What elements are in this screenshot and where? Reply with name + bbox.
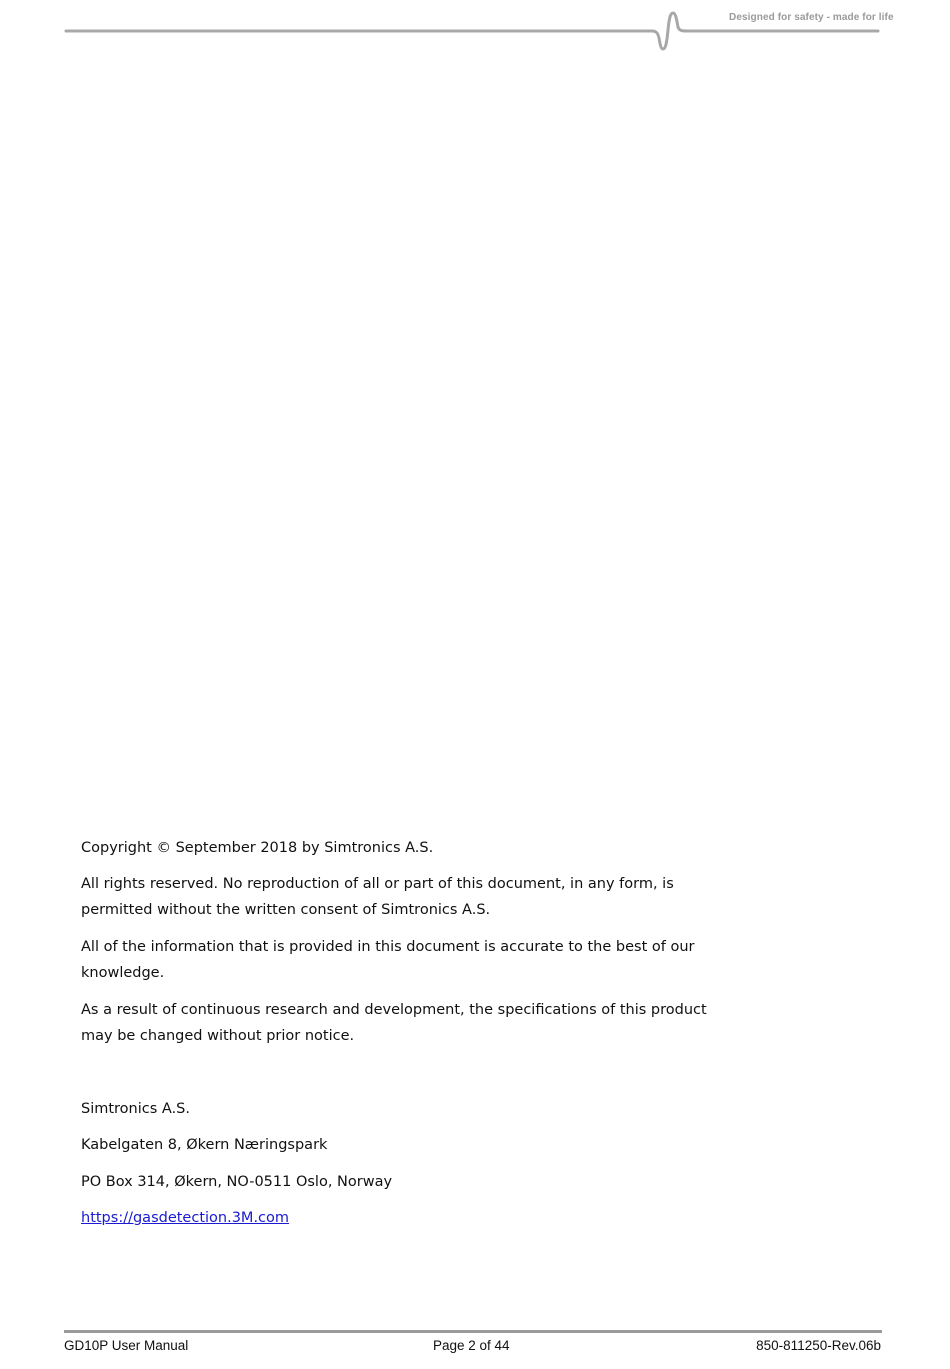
accuracy-paragraph: All of the information that is provided in this document is accurate to the best of our knowledge.: [81, 939, 695, 981]
rights-paragraph: All rights reserved. No reproduction of all or part of this document, in any form, is permitted without the written consent of Simtronics A.S.: [81, 876, 674, 918]
legal-notice: [81, 835, 741, 1060]
footer-revision: 850-811250-Rev.06b: [756, 1338, 881, 1353]
footer-divider: [64, 1330, 882, 1333]
header-tagline: Designed for safety - made for life: [729, 12, 894, 23]
website-link[interactable]: https://gasdetection.3M.com: [81, 1210, 290, 1226]
copyright-notice: Copyright © September 2018 by Simtronics A.S.: [81, 840, 434, 856]
street-address: Kabelgaten 8, Økern Næringspark: [81, 1137, 328, 1153]
footer-page-number: Page 2 of 44: [433, 1338, 510, 1353]
footer-manual-title: GD10P User Manual: [64, 1338, 189, 1353]
postal-address: PO Box 314, Økern, NO-0511 Oslo, Norway: [81, 1174, 393, 1190]
company-name: Simtronics A.S.: [81, 1101, 190, 1117]
specifications-paragraph: As a result of continuous research and development, the specifications of this product may be changed without prior notice.: [81, 1002, 707, 1044]
header-wave-line: [0, 0, 950, 60]
